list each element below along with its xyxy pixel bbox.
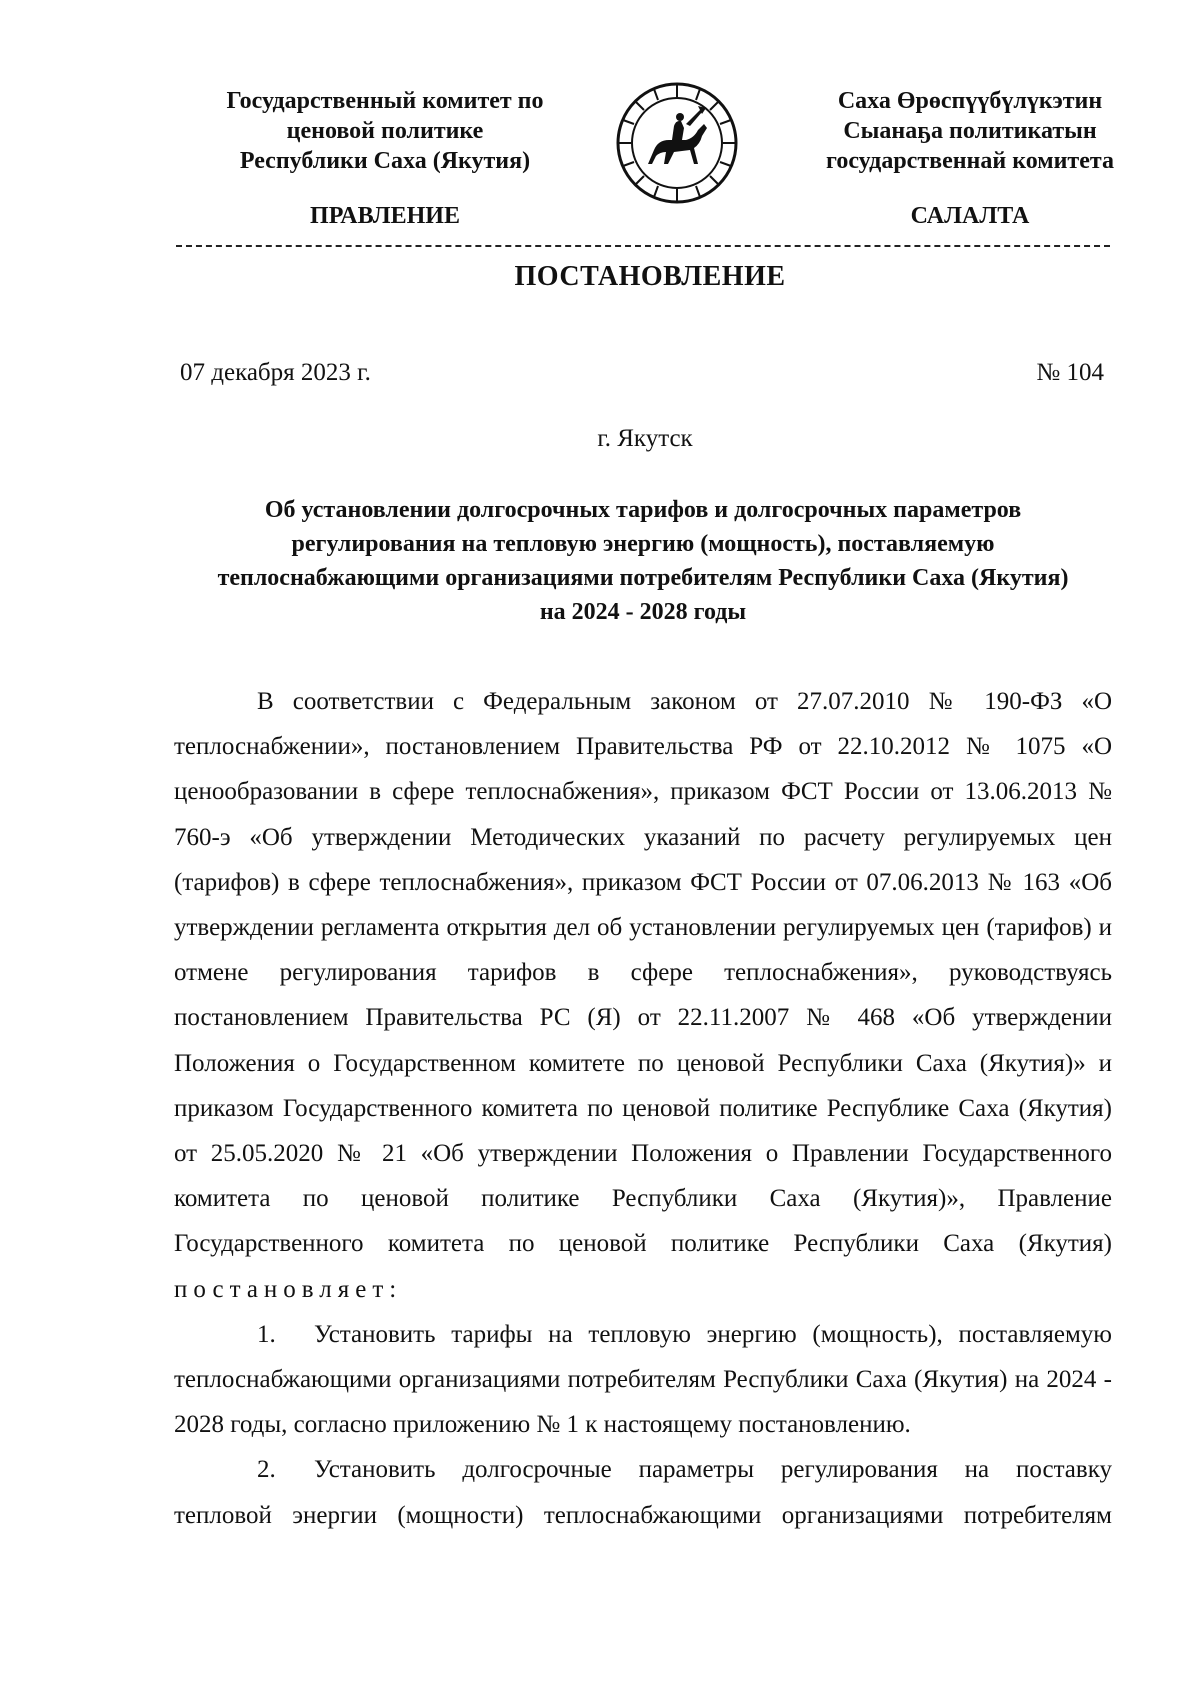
header-right-line: Саха Өрөспүүбүлүкэтин	[837, 88, 1103, 114]
document-title	[176, 493, 1110, 629]
header-divider	[176, 245, 1110, 247]
header-left-line: Республики Саха (Якутия)	[239, 148, 531, 174]
preamble-paragraph	[174, 679, 1112, 1312]
document-date: 07 декабря 2023 г.	[180, 359, 371, 386]
header-left-line: ценовой политике	[286, 118, 484, 144]
resolution-item	[174, 1447, 1112, 1537]
title-line: теплоснабжающими организациями потребителям Республики Саха (Якутия)	[217, 565, 1069, 591]
header-right-line: Сыанаҕа политикатын	[843, 118, 1097, 144]
item-text: Установить тарифы на тепловую энергию (мощность), поставляемую теплоснабжающими организациями потребителям Республики Саха (Якутия) на 2024 - 2028 годы, согласно приложению № 1 к настоящему постановлению.	[174, 1320, 1112, 1439]
title-line: на 2024 - 2028 годы	[539, 599, 747, 625]
item-number: 2.	[257, 1456, 276, 1484]
document-city: г. Якутск	[597, 425, 693, 452]
document-body	[174, 679, 1112, 1538]
document-number: № 104	[1036, 359, 1104, 386]
header-left-org-name	[190, 86, 580, 176]
document-type-heading: ПОСТАНОВЛЕНИЕ	[514, 261, 786, 292]
item-text: Установить долгосрочные параметры регулирования на поставку тепловой энергии (мощности) теплоснабжающими организациями потребителям	[174, 1456, 1112, 1529]
title-line: регулирования на тепловую энергию (мощность), поставляемую	[291, 531, 995, 557]
header-right-line: государственнай комитета	[826, 148, 1114, 174]
resolution-item	[174, 1312, 1112, 1448]
header-right-org-name	[790, 86, 1150, 176]
board-label-yakut: САЛАЛТА	[910, 203, 1030, 229]
title-line: Об установлении долгосрочных тарифов и долгосрочных параметров	[264, 497, 1022, 523]
preamble-text: В соответствии с Федеральным законом от 27.07.2010 № 190-ФЗ «О теплоснабжении», постановлением Правительства РФ от 22.10.2012 № 1075 «О ценообразовании в сфере теплоснабжения», приказом ФСТ России от 13.06.2013 № 760-э «Об утверждении Методических указаний по расчету регулируемых цен (тарифов) в сфере теплоснабжения», приказом ФСТ России от 07.06.2013 № 163 «Об утверждении регламента открытия дел об установлении регулируемых цен (тарифов) и отмене регулирования тарифов в сфере теплоснабжения», руководствуясь постановлением Правительства РС (Я) от 22.11.2007 № 468 «Об утверждении Положения о Государственном комитете по ценовой Республики Саха (Якутия)» и приказом Государственного комитета по ценовой политике Республике Саха (Якутия) от 25.05.2020 № 21 «Об утверждении Положения о Правлении Государственного комитета по ценовой политике Республики Саха (Якутия)», Правление Государственного комитета по ценовой политике Республики Саха (Якутия)	[174, 688, 1112, 1258]
coat-of-arms-emblem-icon	[614, 80, 740, 206]
item-number: 1.	[257, 1320, 276, 1348]
board-label-russian: ПРАВЛЕНИЕ	[310, 203, 460, 229]
resolves-word: постановляет:	[174, 1275, 403, 1303]
header-left-line: Государственный комитет по	[226, 88, 544, 114]
